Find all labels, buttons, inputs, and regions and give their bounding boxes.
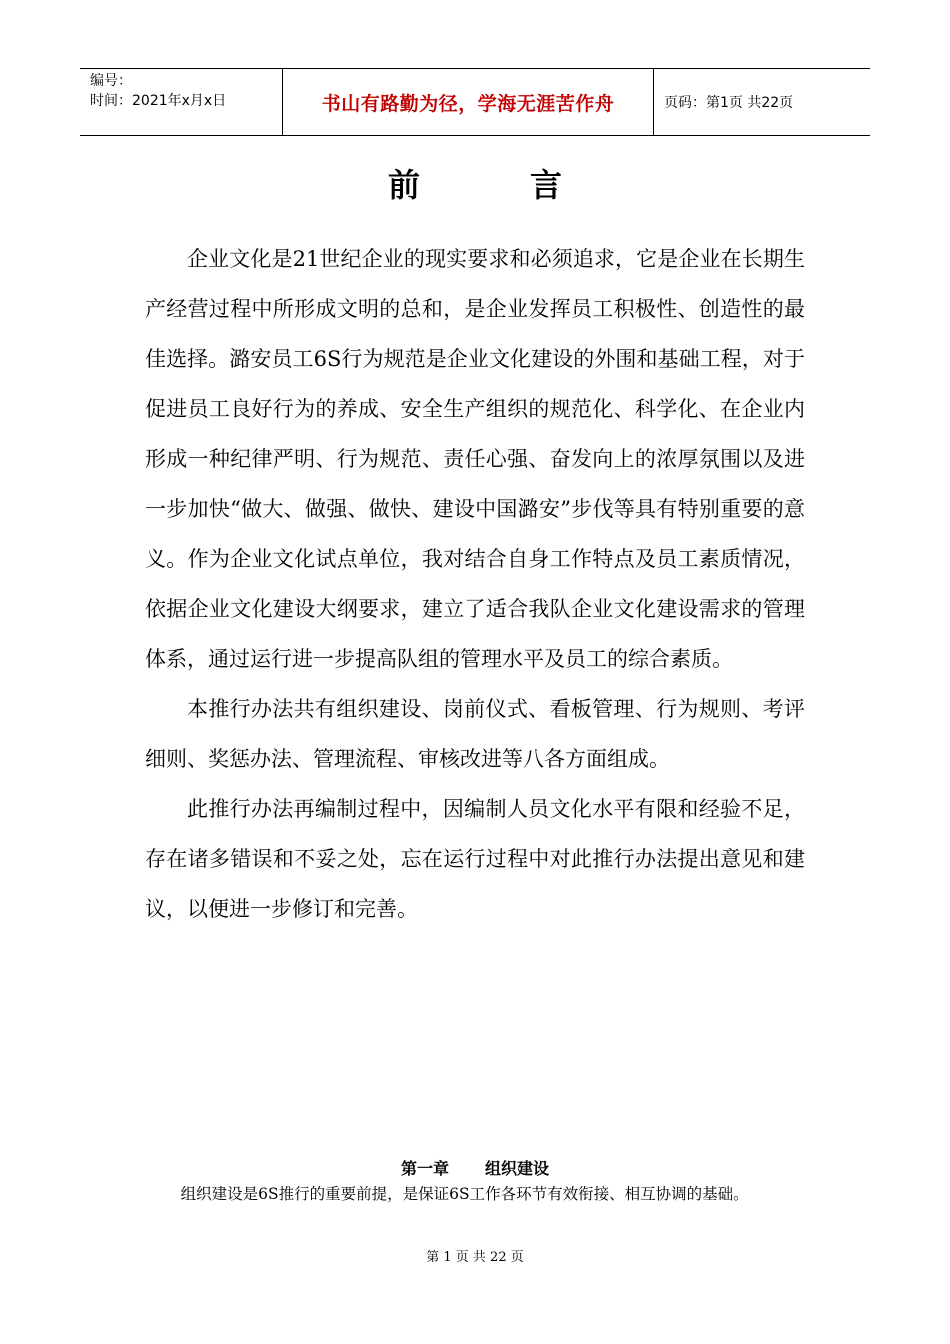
title-char-1: 前: [387, 166, 420, 204]
number-label: 编号：: [90, 73, 132, 89]
chapter-heading: [0, 1156, 950, 1179]
paragraph: 本推行办法共有组织建设、岗前仪式、看板管理、行为规则、考评细则、奖惩办法、管理流程、审核改进等八各方面组成。: [145, 697, 805, 771]
chapter-number: 第一章: [400, 1159, 449, 1178]
chapter-intro: 组织建设是6S推行的重要前提，是保证6S工作各环节有效衔接、相互协调的基础。: [180, 1185, 749, 1203]
header-motto-cell: [282, 69, 654, 135]
preface-body: [145, 234, 805, 934]
header-meta: [80, 69, 282, 135]
paragraph: 此推行办法再编制过程中，因编制人员文化水平有限和经验不足，存在诸多错误和不妥之处，忘在运行过程中对此推行办法提出意见和建议，以便进一步修订和完善。: [145, 797, 805, 921]
document-header: [80, 68, 870, 136]
page-footer: 第 1 页 共 22 页: [426, 1250, 524, 1265]
header-page-cell: [654, 69, 870, 135]
page-label: 页码：第1页 共22页: [664, 95, 794, 111]
time-label: 时间：2021年x月x日: [90, 93, 227, 109]
page-title: [0, 160, 950, 206]
title-char-2: 言: [530, 166, 563, 204]
motto: 书山有路勤为径，学海无涯苦作舟: [321, 92, 615, 115]
chapter-title: 组织建设: [485, 1159, 550, 1178]
paragraph: 企业文化是21世纪企业的现实要求和必须追求，它是企业在长期生产经营过程中所形成文明的总和，是企业发挥员工积极性、创造性的最佳选择。潞安员工6S行为规范是企业文化建设的外围和基础工程，对于促进员工良好行为的养成、安全生产组织的规范化、科学化、在企业内形成一种纪律严明、行为规范、责任心强、奋发向上的浓厚氛围以及进一步加快“做大、做强、做快、建设中国潞安”步伐等具有特别重要的意义。作为企业文化试点单位，我对结合自身工作特点及员工素质情况，依据企业文化建设大纲要求，建立了适合我队企业文化建设需求的管理体系，通过运行进一步提高队组的管理水平及员工的综合素质。: [145, 247, 805, 671]
